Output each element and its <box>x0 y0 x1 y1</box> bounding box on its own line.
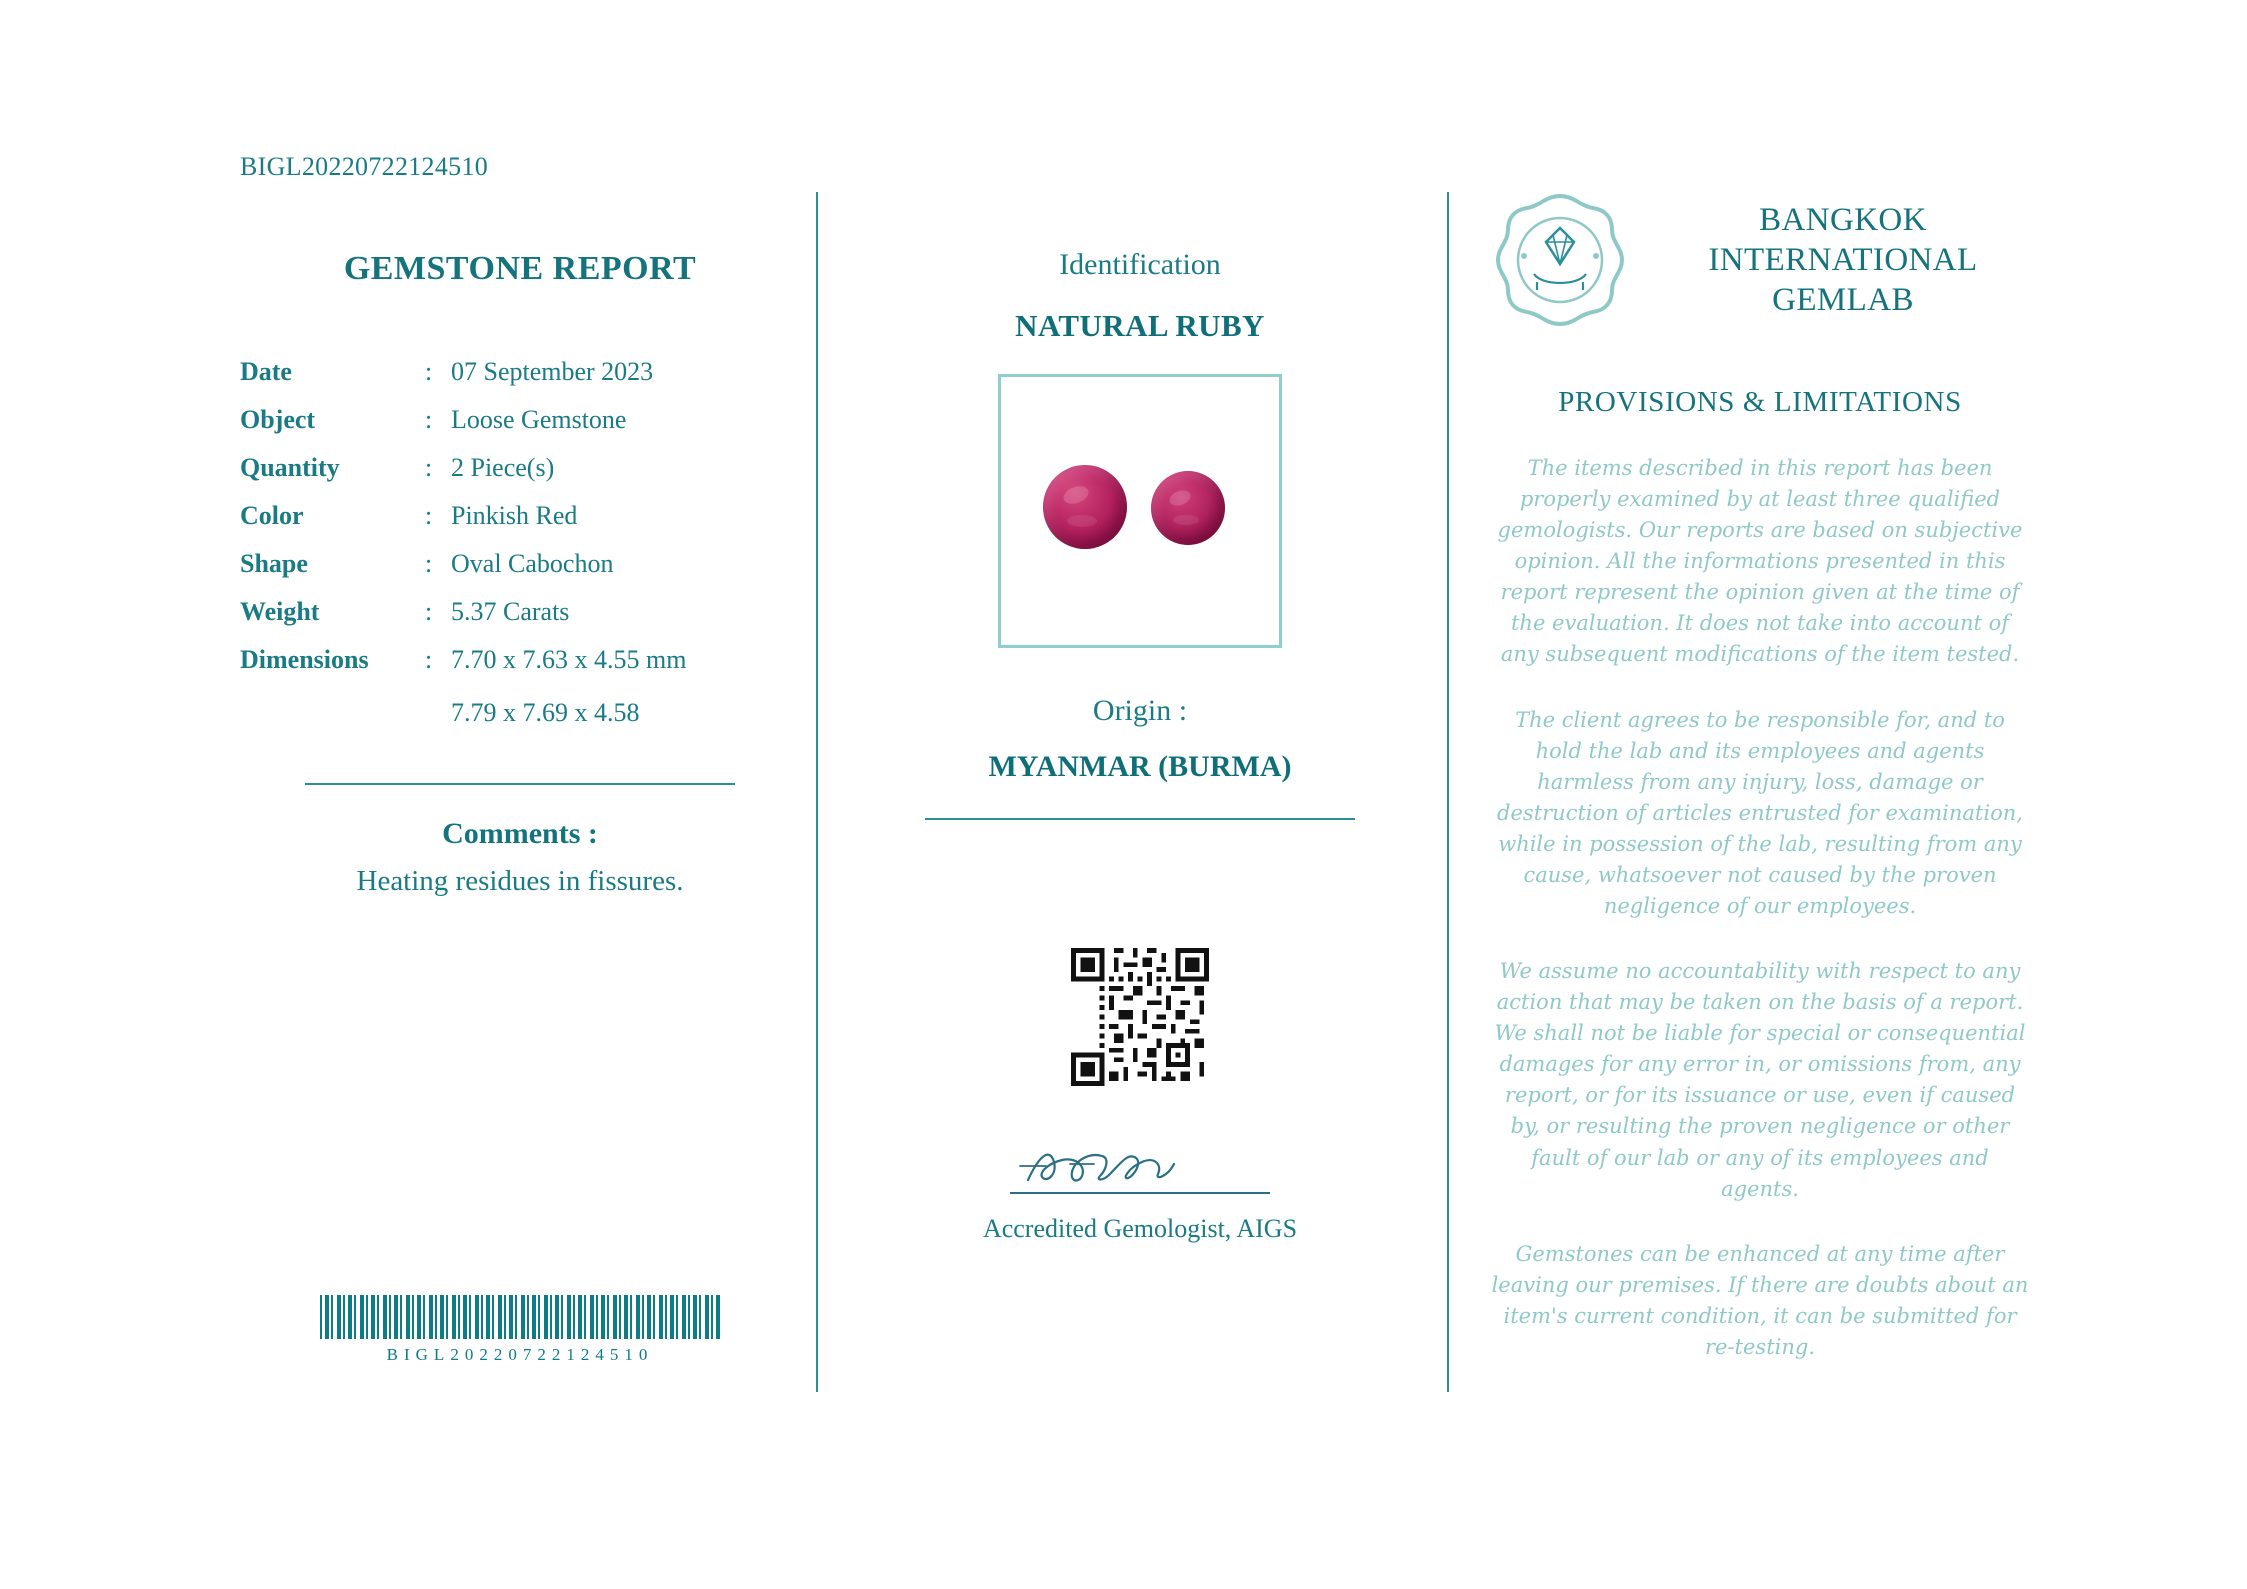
spec-label-weight: Weight <box>240 597 320 626</box>
gemstone-photo-frame <box>998 374 1282 648</box>
section-divider-middle <box>925 818 1355 820</box>
table-row <box>240 348 800 396</box>
brand-line-2: INTERNATIONAL <box>1708 241 1978 278</box>
column-divider-right <box>1447 192 1449 1392</box>
gem-logo-icon <box>1490 190 1630 330</box>
barcode-bars <box>320 1295 720 1339</box>
spec-colon: : <box>425 453 433 482</box>
spec-label-empty <box>240 684 425 737</box>
table-row <box>240 636 800 684</box>
report-id: BIGL20220722124510 <box>240 152 489 181</box>
provisions-title: PROVISIONS & LIMITATIONS <box>1558 386 1962 418</box>
page-title: GEMSTONE REPORT <box>343 250 697 287</box>
spec-colon: : <box>425 549 433 578</box>
spec-colon: : <box>425 501 433 530</box>
table-row <box>240 492 800 540</box>
table-row <box>240 444 800 492</box>
table-row <box>240 540 800 588</box>
comments-heading: Comments : <box>442 817 598 850</box>
origin-value: MYANMAR (BURMA) <box>988 750 1292 783</box>
lab-logo-row <box>1490 190 2030 330</box>
table-row <box>240 684 800 737</box>
left-column <box>240 190 800 898</box>
signature-line <box>1010 1192 1270 1194</box>
provisions-paragraph-4: Gemstones can be enhanced at any time after leaving our premises. If there are doubts about an item's current condition, it can be submitted for re-testing. <box>1491 1241 2029 1359</box>
gemstone-image-2 <box>1151 471 1225 545</box>
barcode <box>320 1295 720 1365</box>
spec-label-shape: Shape <box>240 549 308 578</box>
origin-label: Origin : <box>1092 694 1188 727</box>
spec-value-date: 07 September 2023 <box>451 357 654 386</box>
spec-label-color: Color <box>240 501 304 530</box>
spec-colon: : <box>425 645 433 674</box>
provisions-paragraph-2: The client agrees to be responsible for, and to hold the lab and its employees and agents harmless from any injury, loss, damage or destruction of articles entrusted for examination, while in possession of the lab, resulting from any cause, whatsoever not caused by the proven negligence of our employees. <box>1497 707 2023 919</box>
brand-line-3: GEMLAB <box>1772 282 1914 319</box>
gemstone-image-1 <box>1043 465 1127 549</box>
spec-label-date: Date <box>240 357 292 386</box>
spec-label-quantity: Quantity <box>240 453 340 482</box>
spec-colon: : <box>425 597 433 626</box>
spec-colon: : <box>425 405 433 434</box>
signature <box>1010 1136 1270 1198</box>
spec-label-dimensions: Dimensions <box>240 645 369 674</box>
spec-value-shape: Oval Cabochon <box>451 549 614 578</box>
comments-text: Heating residues in fissures. <box>356 865 684 897</box>
column-divider-left <box>816 192 818 1392</box>
spec-value-quantity: 2 Piece(s) <box>451 453 555 482</box>
identification-label: Identification <box>1059 248 1221 281</box>
spec-colon: : <box>425 357 433 386</box>
qr-code[interactable] <box>1071 948 1209 1086</box>
qr-code-svg <box>1071 948 1209 1086</box>
spec-value-color: Pinkish Red <box>451 501 578 530</box>
right-column <box>1490 190 2030 1363</box>
section-divider <box>305 783 735 785</box>
spec-value-dimensions-line2: 7.79 x 7.69 x 4.58 <box>451 698 640 727</box>
provisions-paragraph-3: We assume no accountability with respect to any action that may be taken on the basis of a report. We shall not be liable for special or consequential damages for any error in, or omissions from, any report, or for its issuance or use, even if caused by, or resulting the proven negligence or other fault of our lab or any of its employees and agents. <box>1494 959 2026 1201</box>
signature-mark <box>1010 1136 1270 1198</box>
barcode-label: BIGL20220722124510 <box>386 1345 654 1364</box>
spec-value-object: Loose Gemstone <box>451 405 627 434</box>
spec-colon-empty <box>425 684 451 737</box>
spec-value-dimensions: 7.70 x 7.63 x 4.55 mm <box>451 645 687 674</box>
spec-label-object: Object <box>240 405 316 434</box>
gemstone-spec-table <box>240 348 800 737</box>
middle-column <box>905 190 1375 1244</box>
table-row <box>240 396 800 444</box>
brand-name <box>1656 200 2030 321</box>
brand-line-1: BANGKOK <box>1759 201 1927 238</box>
spec-value-weight: 5.37 Carats <box>451 597 570 626</box>
signature-caption: Accredited Gemologist, AIGS <box>982 1214 1298 1243</box>
provisions-paragraph-1: The items described in this report has been properly examined by at least three qualified gemologists. Our reports are based on subjective opinion. All the informations presented in this report represent the opinion given at the time of the evaluation. It does not take into account of any subsequent modifications of the item tested. <box>1497 456 2023 667</box>
table-row <box>240 588 800 636</box>
identification-value: NATURAL RUBY <box>1015 308 1265 343</box>
